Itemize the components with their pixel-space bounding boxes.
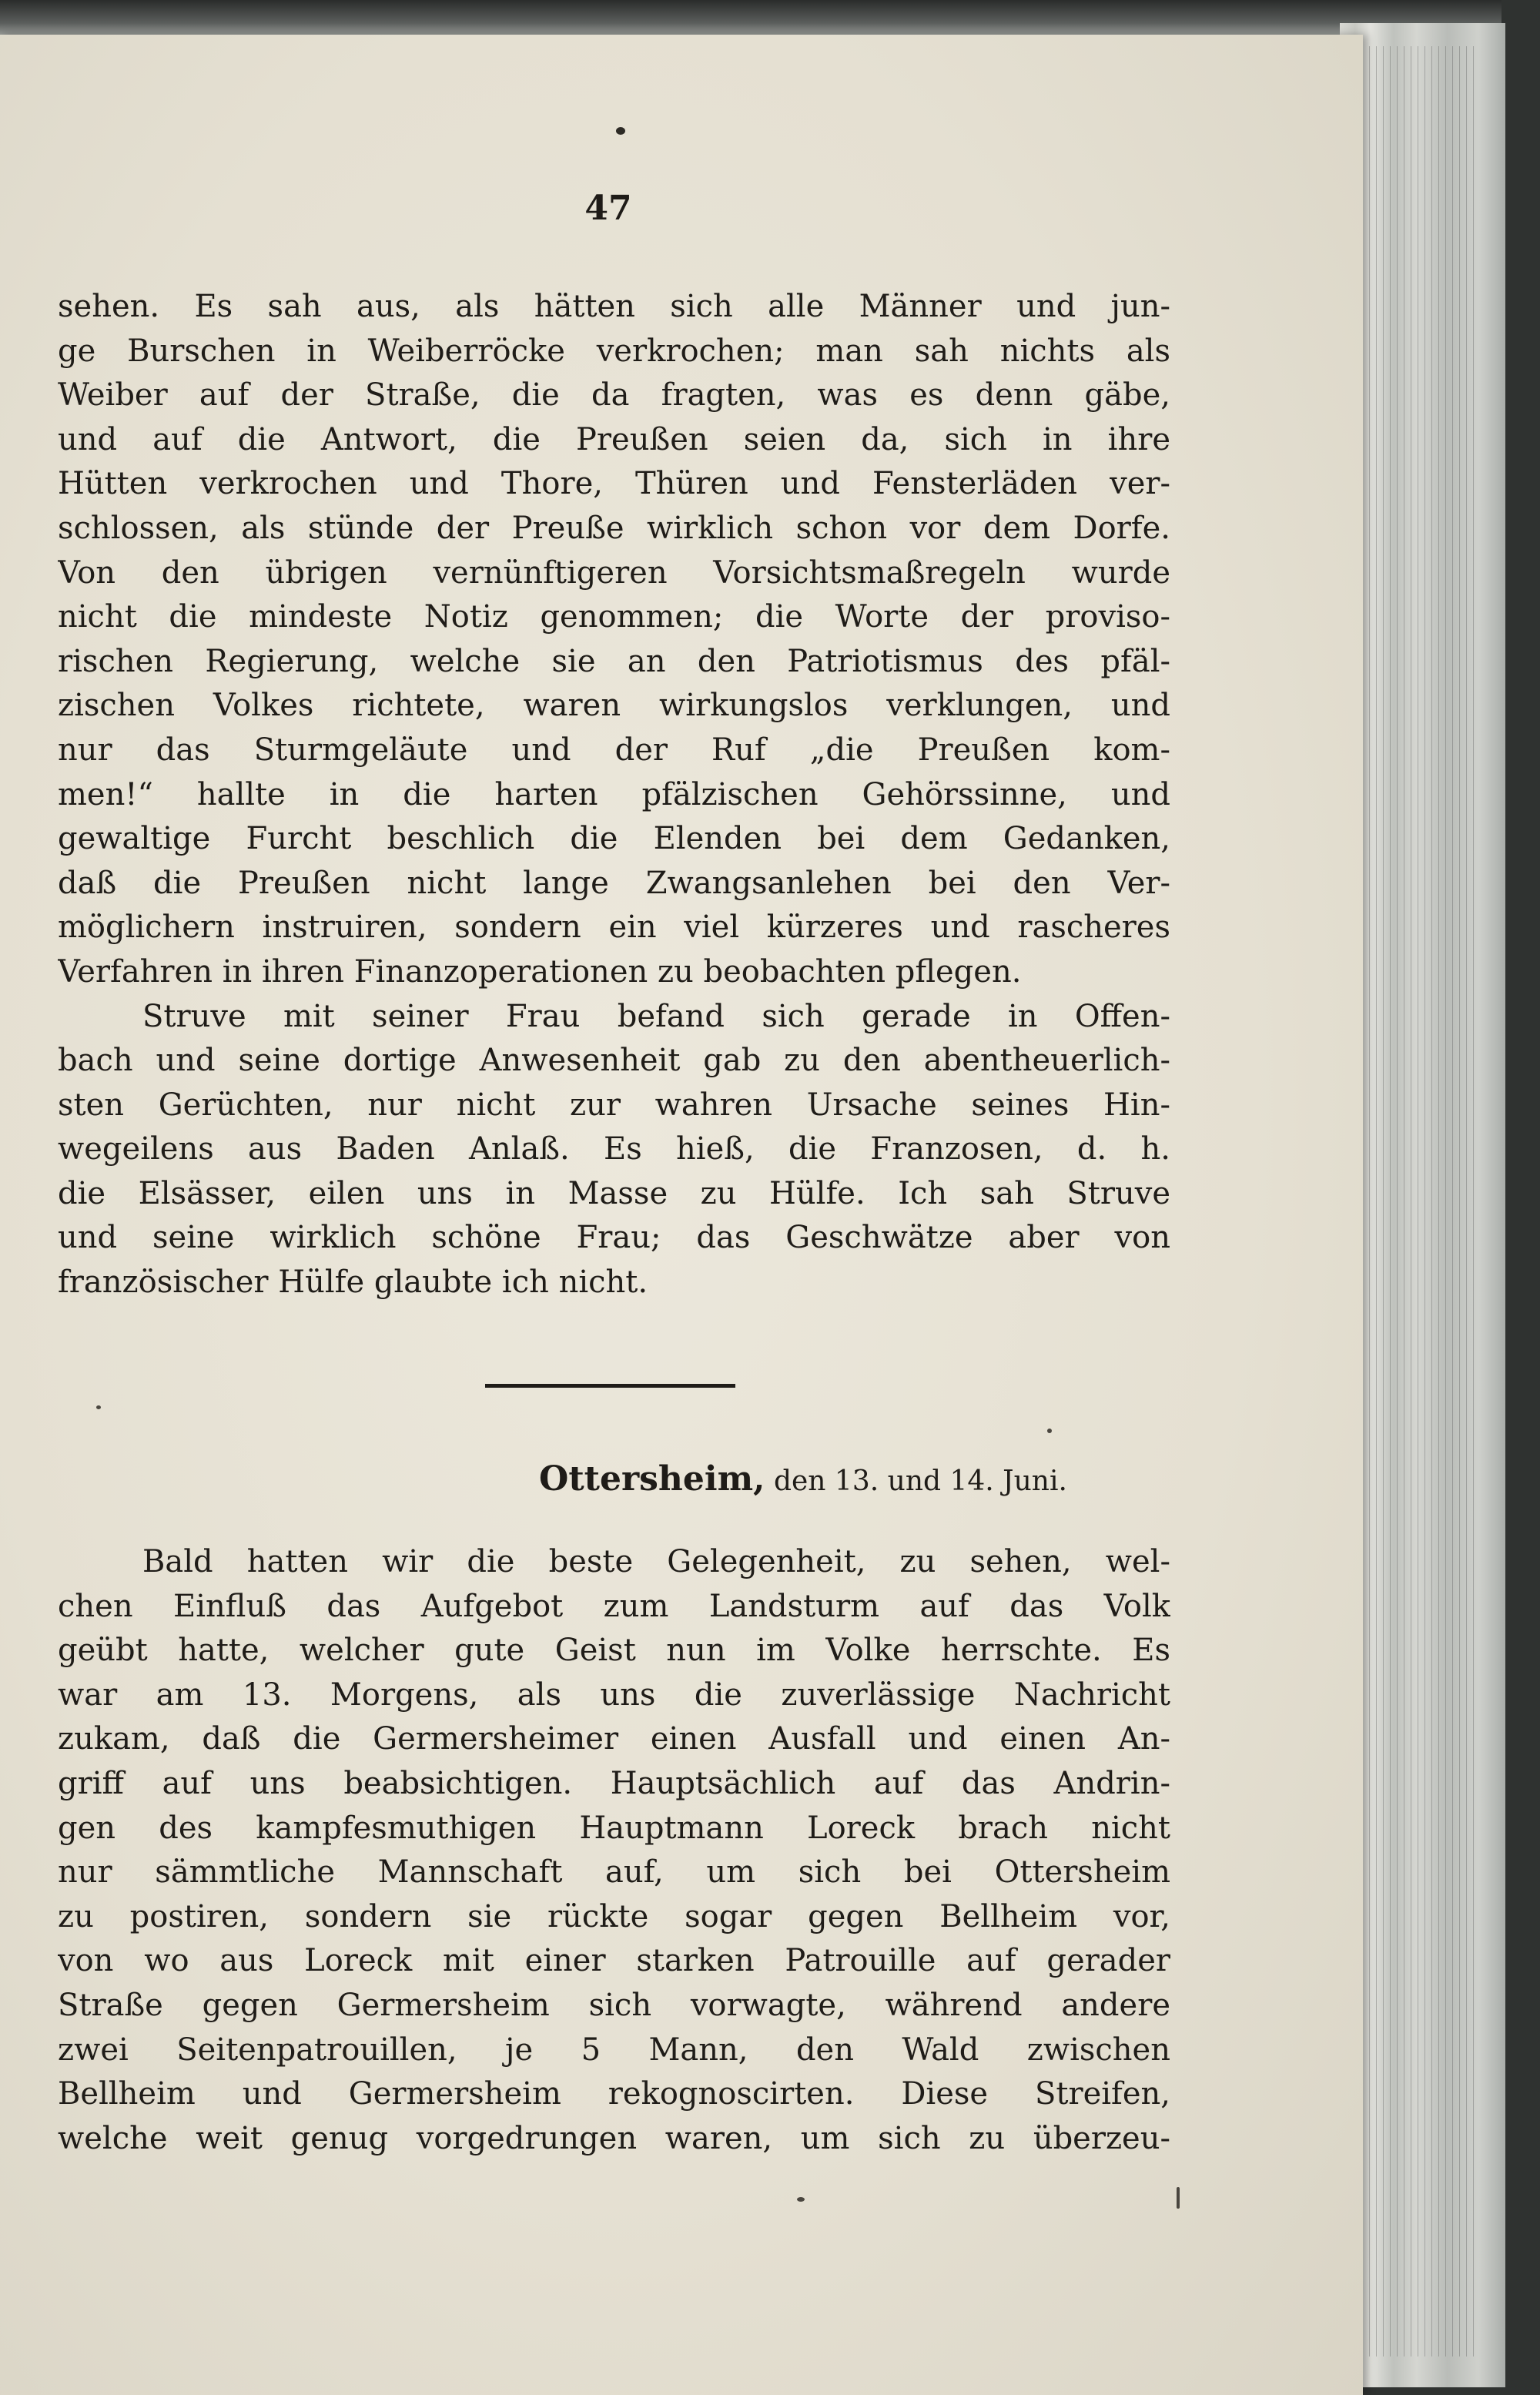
section-heading (539, 1459, 1178, 1499)
scanner-top-edge (0, 0, 1502, 39)
text-line: ge Burschen in Weiberröcke verkrochen; man sah nichts als (58, 333, 1170, 369)
text-line: welche weit genug vorgedrungen waren, um sich zu überzeu- (58, 2120, 1170, 2156)
page-edge-lines (1355, 46, 1478, 2356)
paper-speck (797, 2197, 805, 2202)
text-line: griff auf uns beabsichtigen. Hauptsächlich auf das Andrin- (58, 1765, 1170, 1801)
text-line: daß die Preußen nicht lange Zwangsanlehen bei den Ver- (58, 865, 1170, 901)
section-divider (485, 1384, 735, 1388)
text-line: Bellheim und Germersheim rekognoscirten. Diese Streifen, (58, 2076, 1170, 2112)
text-line: von wo aus Loreck mit einer starken Patrouille auf gerader (58, 1943, 1170, 1979)
text-line: möglichern instruiren, sondern ein viel kürzeres und rascheres (58, 909, 1170, 946)
text-line: schlossen, als stünde der Preuße wirklich schon vor dem Dorfe. (58, 510, 1170, 546)
text-line: Hütten verkrochen und Thore, Thüren und Fensterläden ver- (58, 466, 1170, 502)
paper-speck (96, 1405, 101, 1409)
text-line: gewaltige Furcht beschlich die Elenden bei dem Gedanken, (58, 821, 1170, 857)
body-text-bottom (58, 1540, 1170, 2161)
text-line: nur das Sturmgeläute und der Ruf „die Preußen kom- (58, 732, 1170, 768)
text-line: wegeilens aus Baden Anlaß. Es hieß, die Franzosen, d. h. (58, 1131, 1170, 1167)
text-line: französischer Hülfe glaubte ich nicht. (58, 1264, 648, 1301)
text-line: Weiber auf der Straße, die da fragten, was es denn gäbe, (58, 377, 1170, 414)
text-line: bach und seine dortige Anwesenheit gab zu den abentheuerlich- (58, 1043, 1170, 1079)
text-line: sten Gerüchten, nur nicht zur wahren Ursache seines Hin- (58, 1087, 1170, 1123)
text-line: und seine wirklich schöne Frau; das Geschwätze aber von (58, 1220, 1170, 1256)
text-line: Verfahren in ihren Finanzoperationen zu beobachten pflegen. (58, 953, 1022, 990)
text-line: nur sämmtliche Mannschaft auf, um sich bei Ottersheim (58, 1854, 1170, 1891)
text-line: men!“ hallte in die harten pfälzischen Gehörssinne, und (58, 776, 1170, 812)
text-line: gen des kampfesmuthigen Hauptmann Loreck brach nicht (58, 1810, 1170, 1846)
body-text-top (58, 285, 1170, 1305)
paper-speck (1177, 2187, 1180, 2209)
text-line: geübt hatte, welcher gute Geist nun im Volke herrschte. Es (58, 1633, 1170, 1669)
text-line: zu postiren, sondern sie rückte sogar gegen Bellheim vor, (58, 1898, 1170, 1934)
text-line: Von den übrigen vernünftigeren Vorsichtsmaßregeln wurde (58, 554, 1170, 591)
page-number: 47 (584, 189, 632, 228)
text-line: Bald hatten wir die beste Gelegenheit, zu sehen, wel- (142, 1544, 1170, 1579)
ink-mark (616, 127, 625, 135)
text-line: zischen Volkes richtete, waren wirkungslos verklungen, und (58, 688, 1170, 724)
text-line: zukam, daß die Germersheimer einen Ausfall und einen An- (58, 1721, 1170, 1757)
text-line: die Elsässer, eilen uns in Masse zu Hülfe. Ich sah Struve (58, 1175, 1170, 1211)
text-line: nicht die mindeste Notiz genommen; die Worte der proviso- (58, 599, 1170, 635)
text-line: rischen Regierung, welche sie an den Patriotismus des pfäl- (58, 643, 1170, 679)
text-line: Straße gegen Germersheim sich vorwagte, während andere (58, 1987, 1170, 2023)
text-line: Struve mit seiner Frau befand sich gerade in Offen- (142, 998, 1170, 1034)
text-line: chen Einfluß das Aufgebot zum Landsturm auf das Volk (58, 1588, 1170, 1624)
paper-speck (1047, 1429, 1052, 1433)
heading-place: Ottersheim, (539, 1459, 765, 1499)
text-line: zwei Seitenpatrouillen, je 5 Mann, den Wald zwischen (58, 2032, 1170, 2068)
text-line: war am 13. Morgens, als uns die zuverlässige Nachricht (58, 1676, 1170, 1713)
text-line: sehen. Es sah aus, als hätten sich alle Männer und jun- (58, 289, 1170, 324)
heading-date: den 13. und 14. Juni. (773, 1465, 1067, 1497)
text-line: und auf die Antwort, die Preußen seien da, sich in ihre (58, 421, 1170, 457)
